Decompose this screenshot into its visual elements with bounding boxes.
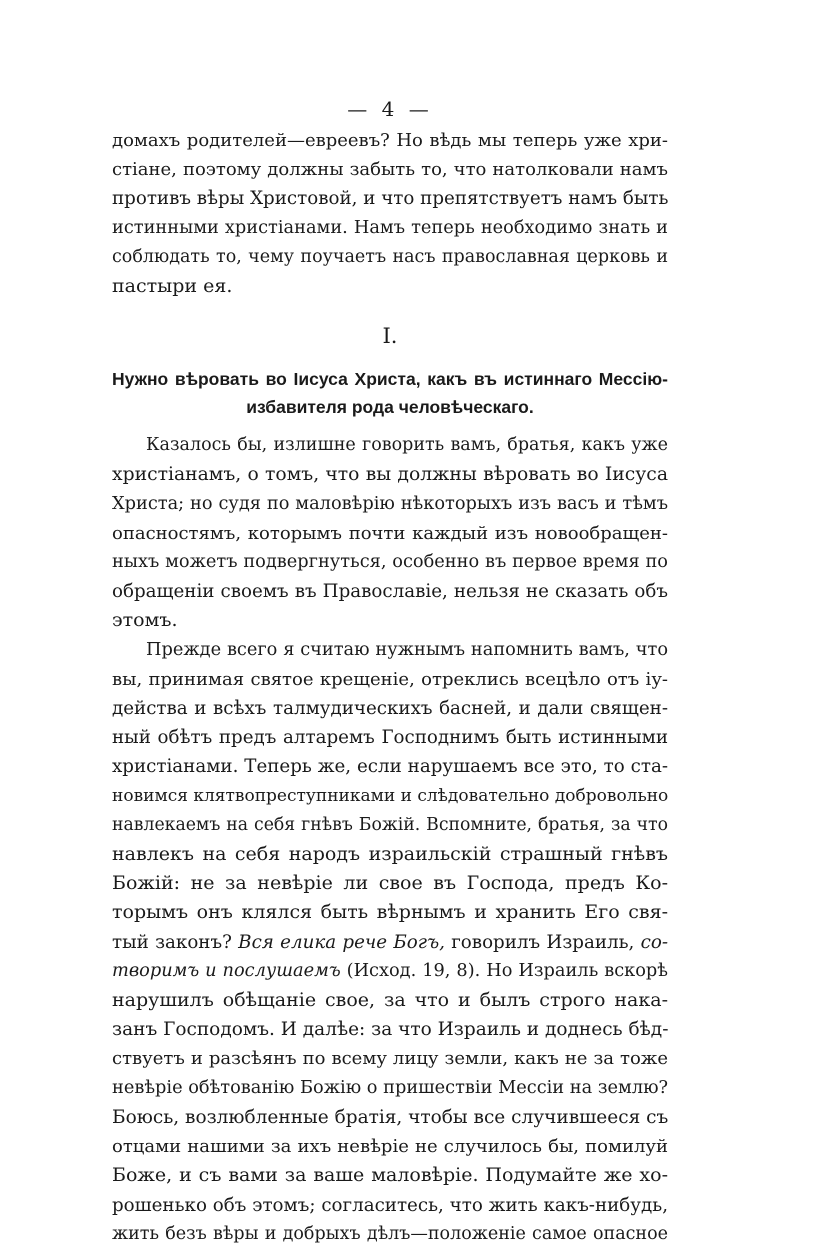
heading-line: избавителя рода человѣческаго. <box>246 397 534 418</box>
text-line: христіанами. Теперь же, если нарушаемъ все это, то ста- <box>112 756 668 778</box>
text-line: Божій: не за невѣріе ли свое въ Господа, предъ Ко- <box>112 872 668 895</box>
text-fragment: говорилъ Израиль, <box>444 931 641 953</box>
text-line: Боюсь, возлюбленные братія, чтобы все случившееся съ <box>112 1106 669 1128</box>
text-line: навлекъ на себя народъ израильскій страшный гнѣвъ <box>112 843 668 866</box>
text-line: Казалось бы, излишне говорить вамъ, братья, какъ уже <box>146 435 668 456</box>
page-number: — 4 — <box>347 97 433 121</box>
section-body <box>112 431 668 1249</box>
text-line: домахъ родителей—евреевъ? Но вѣдь мы теперь уже хри- <box>112 130 668 151</box>
book-page <box>112 92 668 1249</box>
text-line: рошенько объ этомъ; согласитесь, что жить какъ-нибудь, <box>112 1194 668 1216</box>
text-line: истинными христіанами. Намъ теперь необходимо знать и <box>112 217 668 238</box>
paragraph-1 <box>112 431 668 635</box>
text-line: действа и всѣхъ талмудическихъ басней, и дали священ- <box>112 698 668 720</box>
text-line-with-quote <box>112 957 668 986</box>
text-line: пастыри ея. <box>112 275 233 298</box>
text-line: ствуетъ и разсѣянъ по всему лицу земли, какъ не за тоже <box>112 1048 668 1070</box>
section-number: I. <box>382 324 398 349</box>
text-line: опасностямъ, которымъ почти каждый изъ новообращен- <box>112 522 668 544</box>
text-line: вы, принимая святое крещеніе, отреклись всецѣло отъ іу- <box>112 668 668 690</box>
text-line: Боже, и съ вами за ваше маловѣріе. Подумайте же хо- <box>112 1164 668 1187</box>
section-heading <box>112 365 668 421</box>
text-line-with-quote <box>112 928 668 957</box>
intro-paragraph <box>112 126 668 301</box>
text-line: торымъ онъ клялся быть вѣрнымъ и хранить Его свя- <box>112 901 668 924</box>
text-line: этомъ. <box>112 609 178 632</box>
scripture-quote: творимъ и послушаемъ <box>112 960 341 981</box>
text-line: обращеніи своемъ въ Православіе, нельзя не сказать объ <box>112 581 668 603</box>
text-line: Христа; но судя по маловѣрію нѣкоторыхъ изъ васъ и тѣмъ <box>112 493 668 514</box>
text-line: невѣріе обѣтованію Божію о пришествіи Мессіи на землю? <box>112 1077 669 1098</box>
text-line: Прежде всего я считаю нужнымъ напомнить вамъ, что <box>146 639 668 660</box>
text-line: отцами нашими за ихъ невѣріе не случилось бы, помилуй <box>112 1136 668 1158</box>
text-line: навлекаемъ на себя гнѣвъ Божій. Вспомните, братья, за что <box>112 814 668 835</box>
text-line: стіане, поэтому должны забыть то, что натолковали намъ <box>112 159 668 181</box>
text-fragment: тый законъ? <box>112 931 239 953</box>
paragraph-2 <box>112 636 668 1249</box>
text-line: ныхъ можетъ подвергнуться, особенно въ первое время по <box>112 552 668 573</box>
text-line: христіанамъ, о томъ, что вы должны вѣровать во Іисуса <box>112 464 668 486</box>
text-line: нарушилъ обѣщаніе свое, за что и былъ строго нака- <box>112 989 668 1012</box>
heading-line: Нужно вѣровать во Іисуса Христа, какъ въ истиннаго Мессію- <box>112 369 668 390</box>
text-line: занъ Господомъ. И далѣе: за что Израиль и доднесь бѣд- <box>112 1019 669 1041</box>
text-line: новимся клятвопреступниками и слѣдовательно добровольно <box>112 785 669 806</box>
text-line: противъ вѣры Христовой, и что препятствуетъ намъ быть <box>112 188 669 210</box>
text-line: соблюдать то, чему поучаетъ насъ православная церковь и <box>112 246 668 267</box>
scripture-quote: Вся елика рече Богъ, <box>238 931 445 953</box>
scripture-quote: со- <box>640 931 668 953</box>
text-line: жить безъ вѣры и добрыхъ дѣлъ—положеніе самое опасное <box>112 1223 668 1244</box>
text-line: ный обѣтъ предъ алтаремъ Господнимъ быть истинными <box>112 727 668 749</box>
text-fragment: (Исход. 19, 8). Но Израиль вскорѣ <box>340 960 668 981</box>
